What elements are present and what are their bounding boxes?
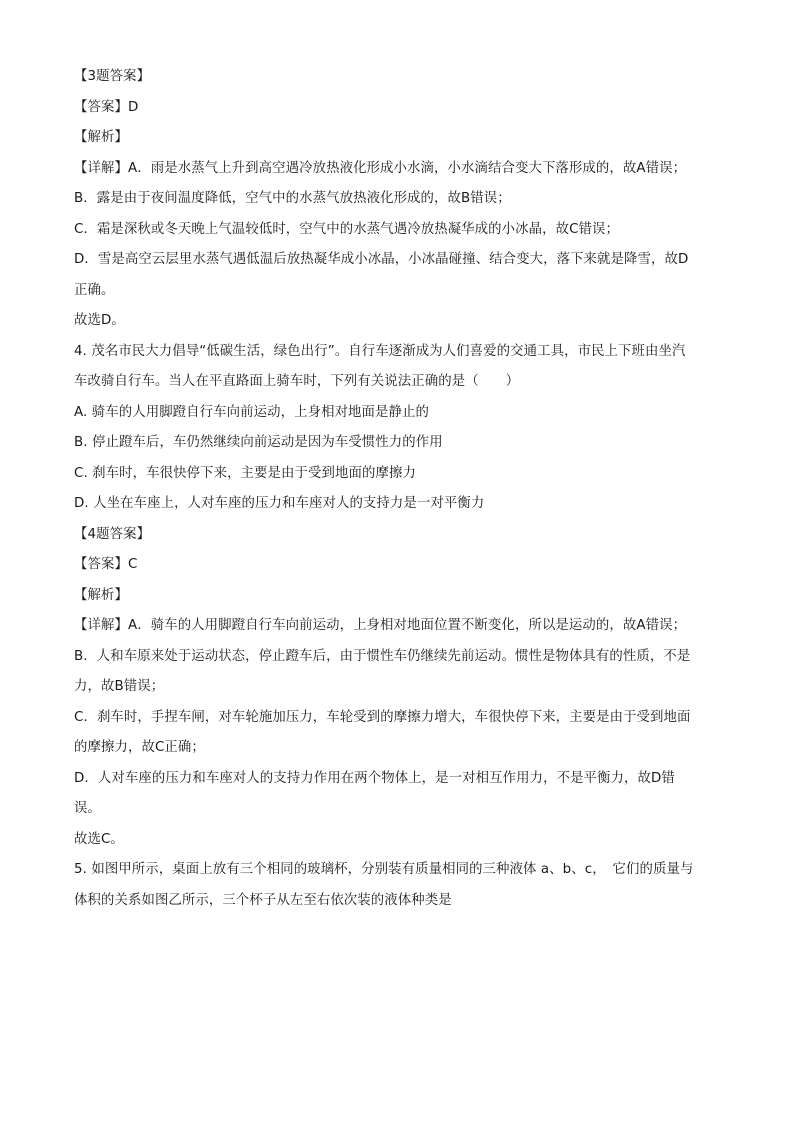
q3-answer: 【答案】D: [74, 99, 139, 115]
q4-detail-b-cont: 力，故B错误；: [74, 679, 165, 694]
q3-detail-c: C．霜是深秋或冬天晚上气温较低时，空气中的水蒸气遇冷放热凝华成的小冰晶，故C错误；: [74, 221, 620, 237]
q3-detail-d: D．雪是高空云层里水蒸气遇低温后放热凝华成小冰晶，小冰晶碰撞、结合变大，落下来就是降雪，故D: [74, 252, 689, 267]
q5-stem-cont: 体积的关系如图乙所示，三个杯子从左至右依次装的液体种类是: [74, 892, 452, 908]
q4-conclusion: 故选C。: [74, 831, 124, 847]
q4-answer: 【答案】C: [74, 557, 138, 572]
q3-detail-d-cont: 正确。: [74, 282, 115, 298]
document-body: [74, 62, 724, 916]
q4-detail-d-cont: 误。: [74, 801, 101, 816]
q4-detail-c: C．刹车时，手捏车闸，对车轮施加压力，车轮受到的摩擦力增大，车很快停下来，主要是由于受到地面: [74, 709, 691, 725]
q3-detail-a: 【详解】A．雨是水蒸气上升到高空遇冷放热液化形成小水滴，小水滴结合变大下落形成的，故A错误；: [74, 160, 687, 176]
q4-detail-d: D．人对车座的压力和车座对人的支持力作用在两个物体上，是一对相互作用力，不是平衡力，故D错: [74, 770, 675, 786]
q5-stem: 5. 如图甲所示，桌面上放有三个相同的玻璃杯，分别装有质量相同的三种液体 a、b、c， 它们的质量与: [74, 862, 694, 877]
q4-detail-c-cont: 的摩擦力，故C正确；: [74, 740, 205, 755]
q4-answer-heading: 【4题答案】: [74, 526, 151, 542]
q3-detail-b: B．露是由于夜间温度降低，空气中的水蒸气放热液化形成的，故B错误；: [74, 191, 511, 206]
q4-option-c: C. 刹车时，车很快停下来，主要是由于受到地面的摩擦力: [74, 465, 416, 481]
q4-option-d: D. 人坐在车座上，人对车座的压力和车座对人的支持力是一对平衡力: [74, 496, 485, 511]
q4-detail-b: B．人和车原来处于运动状态，停止蹬车后，由于惯性车仍继续先前运动。惯性是物体具有的性质，不是: [74, 648, 691, 664]
q4-stem: 4. 茂名市民大力倡导“低碳生活，绿色出行”。自行车逐渐成为人们喜爱的交通工具，市民上下班由坐汽: [74, 343, 686, 359]
q4-option-a: A. 骑车的人用脚蹬自行车向前运动，上身相对地面是静止的: [74, 404, 430, 420]
q3-analysis-label: 【解析】: [74, 130, 128, 145]
q4-stem-cont: 车改骑自行车。当人在平直路面上骑车时，下列有关说法正确的是（ ）: [74, 374, 520, 389]
q4-option-b: B. 停止蹬车后，车仍然继续向前运动是因为车受惯性力的作用: [74, 435, 443, 450]
q4-analysis-label: 【解析】: [74, 587, 128, 603]
q3-conclusion: 故选D。: [74, 313, 125, 328]
q4-detail-a: 【详解】A．骑车的人用脚蹬自行车向前运动，上身相对地面位置不断变化，所以是运动的，故A错误；: [74, 618, 687, 633]
q3-answer-heading: 【3题答案】: [74, 69, 151, 84]
